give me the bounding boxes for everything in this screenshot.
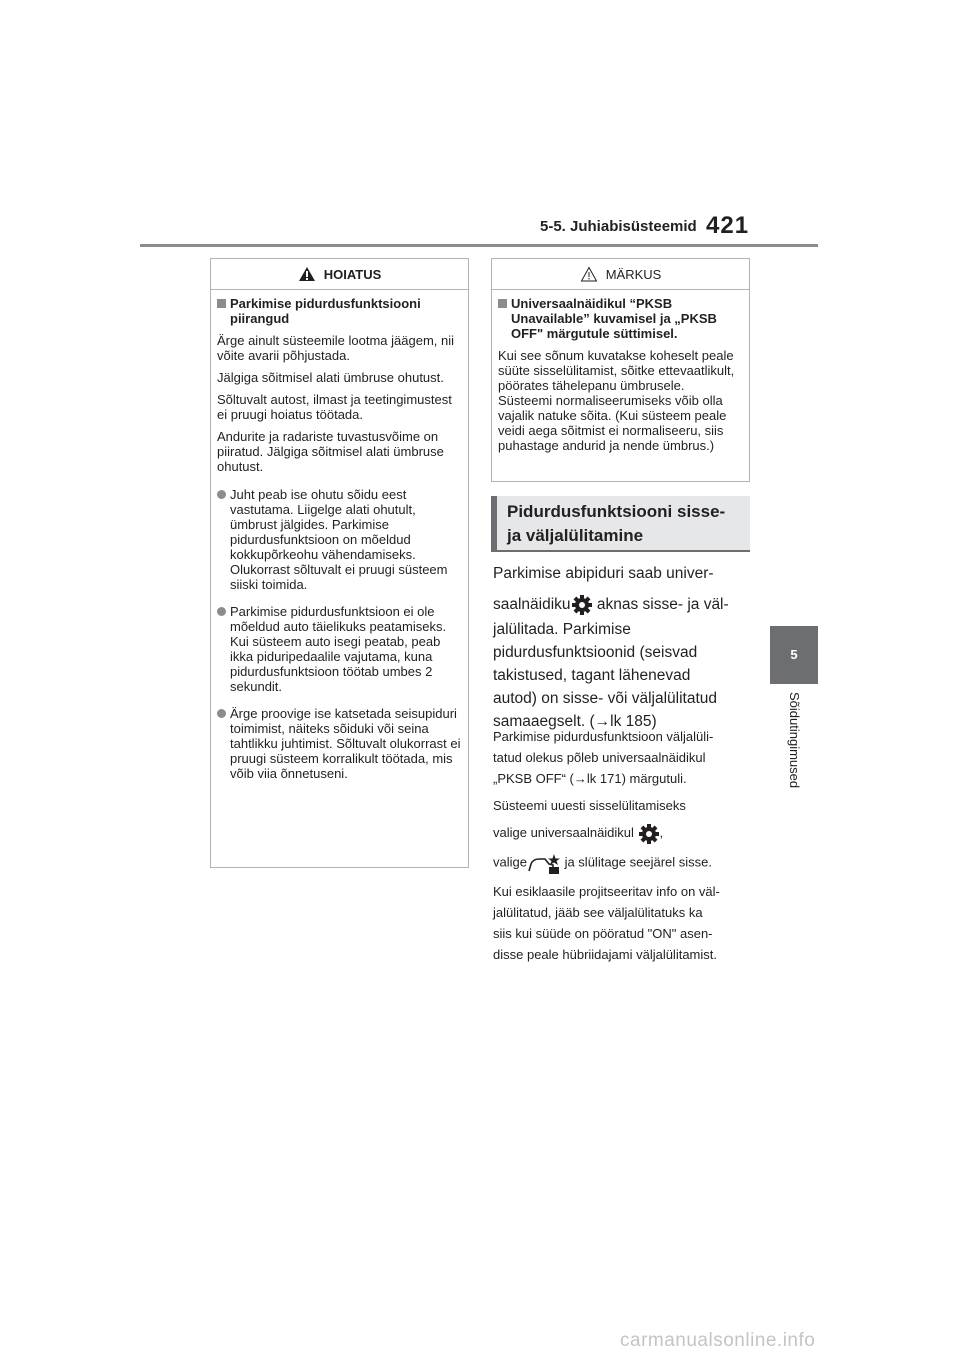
warning-paragraph: Sõltuvalt autost, ilmast ja teetingimustest ei pruugi hoiatus töötada. xyxy=(217,392,452,422)
text-fragment: valige xyxy=(493,854,527,869)
gear-icon xyxy=(571,594,593,616)
text-line: samaaegselt. (→lk 185) xyxy=(493,713,657,730)
text-line: Kui esiklaasile projitseeritav info on väl- xyxy=(493,883,720,899)
warning-box xyxy=(210,258,469,868)
round-bullet-icon xyxy=(217,490,226,499)
notice-header xyxy=(492,259,749,290)
warning-bullet xyxy=(217,604,461,694)
section-heading xyxy=(491,496,750,552)
warning-triangle-icon xyxy=(298,266,316,282)
gear-icon xyxy=(638,823,660,845)
main-text xyxy=(493,562,753,733)
warning-subtitle xyxy=(217,296,461,326)
text-line xyxy=(493,593,753,616)
warning-bullet-text: Ärge proovige ise katsetada seisupiduri toimimist, näiteks sõiduki või seina tahtlikku juhtimist. Sõltuvalt olukorrast ei pruugi süsteem korralikult töötada, mis võib viia õnnetuseni. xyxy=(230,706,461,781)
text-line: siis kui süüde on pööratud "ON" asen- xyxy=(493,925,713,941)
text-line: „PKSB OFF“ (→lk 171) märgutuli. xyxy=(493,771,687,786)
text-fragment: , xyxy=(659,825,664,840)
notice-box xyxy=(491,258,750,482)
chapter-label-text: Sõidutingimused xyxy=(787,692,802,789)
warning-body xyxy=(211,290,468,781)
page-number: 421 xyxy=(706,212,750,239)
text-line: takistused, tagant lähenevad xyxy=(493,667,691,684)
round-bullet-icon xyxy=(217,607,226,616)
square-bullet-icon xyxy=(217,299,226,308)
text-line: Parkimise abipiduri saab univer- xyxy=(493,565,714,582)
text-line: pidurdusfunktsioonid (seisvad xyxy=(493,644,698,661)
section-heading-line: Pidurdusfunktsiooni sisse- xyxy=(507,502,726,521)
section-heading-line: ja väljalülitamine xyxy=(507,526,644,545)
text-fragment: aknas sisse- ja väl- xyxy=(592,596,729,613)
chapter-label xyxy=(780,692,810,832)
warning-subtitle-text: Parkimise pidurdusfunktsiooni piirangud xyxy=(230,296,421,326)
small-text xyxy=(493,726,753,965)
text-line: tatud olekus põleb universaalnäidikul xyxy=(493,750,706,765)
header-divider xyxy=(140,244,818,247)
text-fragment: saalnäidiku xyxy=(493,596,571,613)
warning-bullet-text: Parkimise pidurdusfunktsioon ei ole mõeldud auto täielikuks peatamiseks. Kui süsteem auto isegi peatab, peab ikka piduripedaalile vajutama, kuna pidurdusfunktsioon töötab umbes 2 sekundit. xyxy=(230,604,447,694)
car-settings-icon xyxy=(527,851,561,875)
watermark: carmanualsonline.info xyxy=(620,1330,816,1351)
notice-body xyxy=(492,290,749,453)
notice-triangle-icon xyxy=(580,266,598,282)
warning-header xyxy=(211,259,468,290)
section-title: 5-5. Juhiabisüsteemid xyxy=(540,218,697,235)
notice-paragraph: Kui see sõnum kuvatakse koheselt peale süüte sisselülitamist, sõitke ettevaatlikult, pöörates tähelepanu ümbrusele. Süsteemi normaliseerumiseks võib olla vajalik natuke sõita. (Kui süsteem peale veidi aega sõitmist ei normaliseeru, siis puhastage andurid ja nende ümbrus.) xyxy=(498,348,735,453)
square-bullet-icon xyxy=(498,299,507,308)
text-line: Parkimise pidurdusfunktsioon väljalüli- xyxy=(493,729,714,744)
text-line xyxy=(493,851,753,875)
notice-subtitle-text: Universaalnäidikul “PKSB Unavailable” kuvamisel ja „PKSB OFF" märgutule süttimisel. xyxy=(511,296,717,341)
text-line: Süsteemi uuesti sisselülitamiseks xyxy=(493,798,686,813)
text-line xyxy=(493,822,753,845)
text-line: autod) on sisse- või väljalülitatud xyxy=(493,690,718,707)
text-line: disse peale hübriidajami väljalülitamist. xyxy=(493,946,717,962)
chapter-tab: 5 xyxy=(770,626,818,684)
round-bullet-icon xyxy=(217,709,226,718)
warning-paragraph: Ärge ainult süsteemile lootma jäägem, nii võite avarii põhjustada. xyxy=(217,333,455,363)
warning-bullet xyxy=(217,706,461,781)
warning-paragraph: Andurite ja radariste tuvastusvõime on piiratud. Jälgiga sõitmisel alati ümbruse ohutust. xyxy=(217,429,444,474)
notice-title: MÄRKUS xyxy=(605,266,662,282)
text-line: jalülitada. Parkimise xyxy=(493,621,631,638)
text-line: jalülitatud, jääb see väljalülitatuks ka xyxy=(493,904,703,920)
warning-paragraph: Jälgiga sõitmisel alati ümbruse ohutust. xyxy=(217,370,444,385)
notice-subtitle xyxy=(498,296,742,341)
text-fragment: ja slülitage seejärel sisse. xyxy=(560,854,712,869)
warning-title: HOIATUS xyxy=(323,266,382,282)
warning-bullet-text: Juht peab ise ohutu sõidu eest vastutama. Liigelge alati ohutult, ümbrust jälgides. Parkimise pidurdusfunktsioon on mõeldud kokkupõrkeohu vähendamiseks. Olukorrast sõltuvalt ei pruugi süsteem siiski toimida. xyxy=(230,487,448,592)
warning-bullet xyxy=(217,487,461,592)
text-fragment: valige universaalnäidikul xyxy=(493,825,634,840)
